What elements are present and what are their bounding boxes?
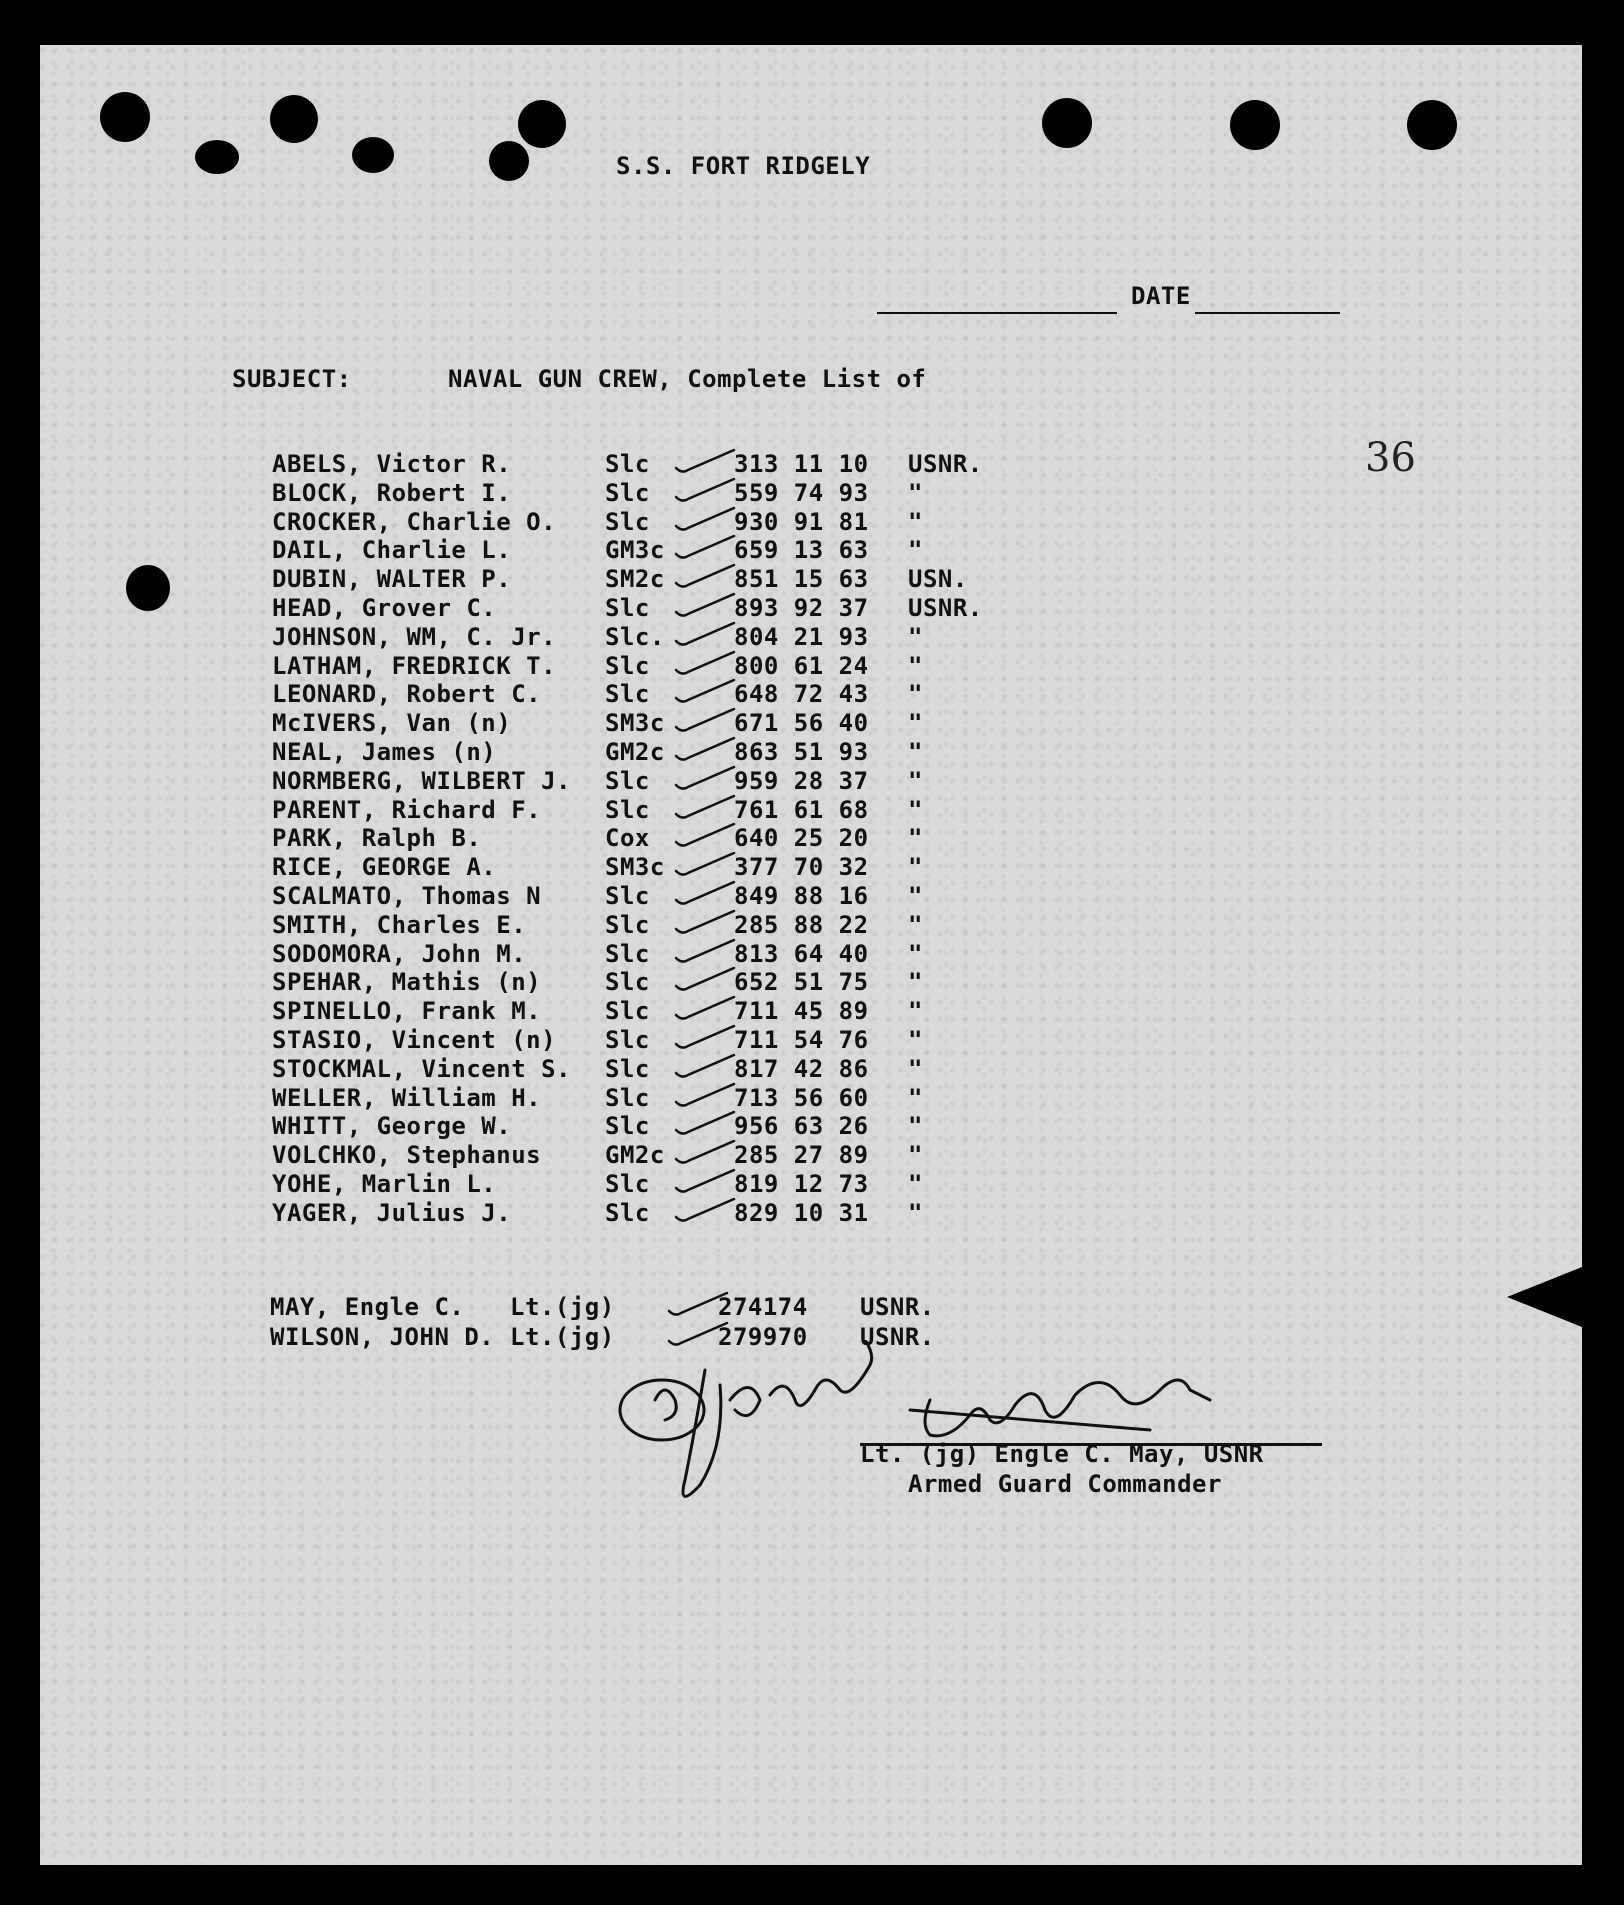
crew-name: DAIL, Charlie L.: [272, 536, 512, 564]
crew-name: RICE, GEORGE A.: [272, 853, 497, 881]
crew-rate: Slc: [605, 796, 650, 824]
crew-reserve: USN.: [908, 565, 968, 593]
crew-reserve: ": [908, 623, 923, 651]
officer-service-number: 279970: [718, 1323, 808, 1351]
crew-reserve: ": [908, 796, 923, 824]
check-mark-icon: [672, 765, 742, 795]
crew-rate: Slc: [605, 911, 650, 939]
crew-name: NEAL, James (n): [272, 738, 497, 766]
crew-rate: Slc: [605, 508, 650, 536]
crew-rate: Slc: [605, 940, 650, 968]
commander-title: Armed Guard Commander: [908, 1470, 1222, 1498]
crew-reserve: ": [908, 508, 923, 536]
punch-hole: [270, 95, 318, 143]
page-notch: [1507, 1267, 1582, 1327]
crew-reserve: USNR.: [908, 594, 983, 622]
crew-service-number: 711 45 89: [734, 997, 869, 1025]
crew-name: SODOMORA, John M.: [272, 940, 527, 968]
check-mark-icon: [672, 966, 742, 996]
check-mark-icon: [672, 909, 742, 939]
crew-rate: Slc: [605, 1084, 650, 1112]
crew-service-number: 851 15 63: [734, 565, 869, 593]
crew-service-number: 959 28 37: [734, 767, 869, 795]
crew-rate: Slc: [605, 882, 650, 910]
crew-rate: Slc: [605, 1026, 650, 1054]
crew-service-number: 559 74 93: [734, 479, 869, 507]
check-mark-icon: [672, 592, 742, 622]
punch-hole: [195, 140, 239, 174]
crew-reserve: ": [908, 1026, 923, 1054]
check-mark-icon: [672, 880, 742, 910]
crew-service-number: 671 56 40: [734, 709, 869, 737]
crew-service-number: 893 92 37: [734, 594, 869, 622]
crew-reserve: USNR.: [908, 450, 983, 478]
crew-name: DUBIN, WALTER P.: [272, 565, 512, 593]
officer-name: MAY, Engle C.: [270, 1293, 465, 1321]
crew-name: WELLER, William H.: [272, 1084, 542, 1112]
crew-service-number: 956 63 26: [734, 1112, 869, 1140]
document-title: S.S. FORT RIDGELY: [616, 152, 871, 180]
crew-service-number: 817 42 86: [734, 1055, 869, 1083]
crew-reserve: ": [908, 767, 923, 795]
subject-text: NAVAL GUN CREW, Complete List of: [448, 365, 927, 393]
crew-name: VOLCHKO, Stephanus: [272, 1141, 542, 1169]
crew-rate: Slc: [605, 652, 650, 680]
crew-reserve: ": [908, 1170, 923, 1198]
crew-name: SPINELLO, Frank M.: [272, 997, 542, 1025]
check-mark-icon: [672, 650, 742, 680]
subject-label: SUBJECT:: [232, 365, 352, 393]
check-mark-icon: [672, 563, 742, 593]
crew-name: STOCKMAL, Vincent S.: [272, 1055, 571, 1083]
check-mark-icon: [665, 1289, 735, 1319]
crew-name: YOHE, Marlin L.: [272, 1170, 497, 1198]
crew-reserve: ": [908, 738, 923, 766]
crew-reserve: ": [908, 479, 923, 507]
crew-service-number: 313 11 10: [734, 450, 869, 478]
crew-name: SCALMATO, Thomas N: [272, 882, 542, 910]
crew-service-number: 829 10 31: [734, 1199, 869, 1227]
punch-hole: [1407, 100, 1457, 150]
check-mark-icon: [672, 1139, 742, 1169]
crew-reserve: ": [908, 1055, 923, 1083]
crew-rate: Slc: [605, 1170, 650, 1198]
crew-service-number: 800 61 24: [734, 652, 869, 680]
check-mark-icon: [672, 851, 742, 881]
date-label: DATE: [1131, 282, 1191, 310]
check-mark-icon: [672, 506, 742, 536]
crew-rate: Slc: [605, 594, 650, 622]
crew-service-number: 711 54 76: [734, 1026, 869, 1054]
crew-reserve: ": [908, 1199, 923, 1227]
date-underline-right: [1195, 312, 1340, 314]
crew-service-number: 285 88 22: [734, 911, 869, 939]
check-mark-icon: [672, 1024, 742, 1054]
check-mark-icon: [672, 794, 742, 824]
officer-rank: Lt.(jg): [510, 1323, 615, 1351]
check-mark-icon: [672, 477, 742, 507]
crew-rate: Slc: [605, 968, 650, 996]
crew-service-number: 863 51 93: [734, 738, 869, 766]
officer-reserve: USNR.: [860, 1323, 935, 1351]
punch-hole: [1230, 100, 1280, 150]
check-mark-icon: [672, 995, 742, 1025]
crew-name: LEONARD, Robert C.: [272, 680, 542, 708]
crew-name: ABELS, Victor R.: [272, 450, 512, 478]
officer-reserve: USNR.: [860, 1293, 935, 1321]
officer-rank: Lt.(jg): [510, 1293, 615, 1321]
check-mark-icon: [672, 1082, 742, 1112]
crew-rate: Slc: [605, 997, 650, 1025]
crew-service-number: 640 25 20: [734, 824, 869, 852]
crew-name: NORMBERG, WILBERT J.: [272, 767, 571, 795]
crew-name: SMITH, Charles E.: [272, 911, 527, 939]
crew-service-number: 849 88 16: [734, 882, 869, 910]
crew-service-number: 648 72 43: [734, 680, 869, 708]
crew-name: YAGER, Julius J.: [272, 1199, 512, 1227]
crew-service-number: 761 61 68: [734, 796, 869, 824]
crew-rate: SM3c: [605, 709, 665, 737]
crew-service-number: 377 70 32: [734, 853, 869, 881]
crew-reserve: ": [908, 968, 923, 996]
signature-flourish: [620, 1380, 704, 1440]
crew-reserve: ": [908, 997, 923, 1025]
crew-service-number: 659 13 63: [734, 536, 869, 564]
crew-name: PARENT, Richard F.: [272, 796, 542, 824]
punch-hole: [352, 137, 394, 173]
crew-rate: Slc: [605, 1112, 650, 1140]
check-mark-icon: [672, 534, 742, 564]
check-mark-icon: [672, 678, 742, 708]
crew-rate: Slc: [605, 1055, 650, 1083]
check-mark-icon: [672, 1110, 742, 1140]
crew-reserve: ": [908, 1084, 923, 1112]
crew-rate: Slc: [605, 1199, 650, 1227]
crew-service-number: 652 51 75: [734, 968, 869, 996]
check-mark-icon: [672, 938, 742, 968]
check-mark-icon: [672, 621, 742, 651]
check-mark-icon: [672, 448, 742, 478]
crew-reserve: ": [908, 536, 923, 564]
punch-hole: [518, 100, 566, 148]
crew-reserve: ": [908, 911, 923, 939]
crew-rate: Slc.: [605, 623, 665, 651]
crew-service-number: 285 27 89: [734, 1141, 869, 1169]
crew-rate: GM2c: [605, 1141, 665, 1169]
check-mark-icon: [672, 736, 742, 766]
crew-name: BLOCK, Robert I.: [272, 479, 512, 507]
crew-name: PARK, Ralph B.: [272, 824, 482, 852]
check-mark-icon: [672, 1197, 742, 1227]
crew-name: HEAD, Grover C.: [272, 594, 497, 622]
date-underline-left: [877, 312, 1117, 314]
crew-reserve: ": [908, 680, 923, 708]
crew-reserve: ": [908, 882, 923, 910]
crew-service-number: 713 56 60: [734, 1084, 869, 1112]
crew-rate: GM3c: [605, 536, 665, 564]
crew-service-number: 804 21 93: [734, 623, 869, 651]
crew-name: McIVERS, Van (n): [272, 709, 512, 737]
page-number: 36: [1365, 435, 1416, 481]
crew-rate: Slc: [605, 479, 650, 507]
crew-name: STASIO, Vincent (n): [272, 1026, 557, 1054]
crew-service-number: 813 64 40: [734, 940, 869, 968]
crew-name: CROCKER, Charlie O.: [272, 508, 557, 536]
officer-name: WILSON, JOHN D.: [270, 1323, 495, 1351]
crew-reserve: ": [908, 853, 923, 881]
signature-john-powell: [655, 1340, 872, 1496]
crew-service-number: 819 12 73: [734, 1170, 869, 1198]
crew-name: SPEHAR, Mathis (n): [272, 968, 542, 996]
punch-hole: [126, 565, 170, 611]
crew-rate: Slc: [605, 767, 650, 795]
crew-name: WHITT, George W.: [272, 1112, 512, 1140]
crew-rate: Cox: [605, 824, 650, 852]
punch-hole: [1042, 98, 1092, 148]
crew-reserve: ": [908, 1112, 923, 1140]
officer-service-number: 274174: [718, 1293, 808, 1321]
crew-reserve: ": [908, 1141, 923, 1169]
crew-reserve: ": [908, 652, 923, 680]
check-mark-icon: [672, 1168, 742, 1198]
signature-engle-may: [910, 1380, 1210, 1436]
commander-typed-name: Lt. (jg) Engle C. May, USNR: [860, 1440, 1264, 1468]
crew-rate: SM3c: [605, 853, 665, 881]
crew-reserve: ": [908, 709, 923, 737]
crew-reserve: ": [908, 824, 923, 852]
check-mark-icon: [672, 707, 742, 737]
crew-service-number: 930 91 81: [734, 508, 869, 536]
crew-rate: Slc: [605, 450, 650, 478]
check-mark-icon: [672, 1053, 742, 1083]
crew-rate: GM2c: [605, 738, 665, 766]
crew-reserve: ": [908, 940, 923, 968]
check-mark-icon: [672, 822, 742, 852]
crew-name: LATHAM, FREDRICK T.: [272, 652, 557, 680]
crew-rate: SM2c: [605, 565, 665, 593]
crew-name: JOHNSON, WM, C. Jr.: [272, 623, 557, 651]
punch-hole: [489, 141, 529, 181]
punch-hole: [100, 92, 150, 142]
crew-rate: Slc: [605, 680, 650, 708]
